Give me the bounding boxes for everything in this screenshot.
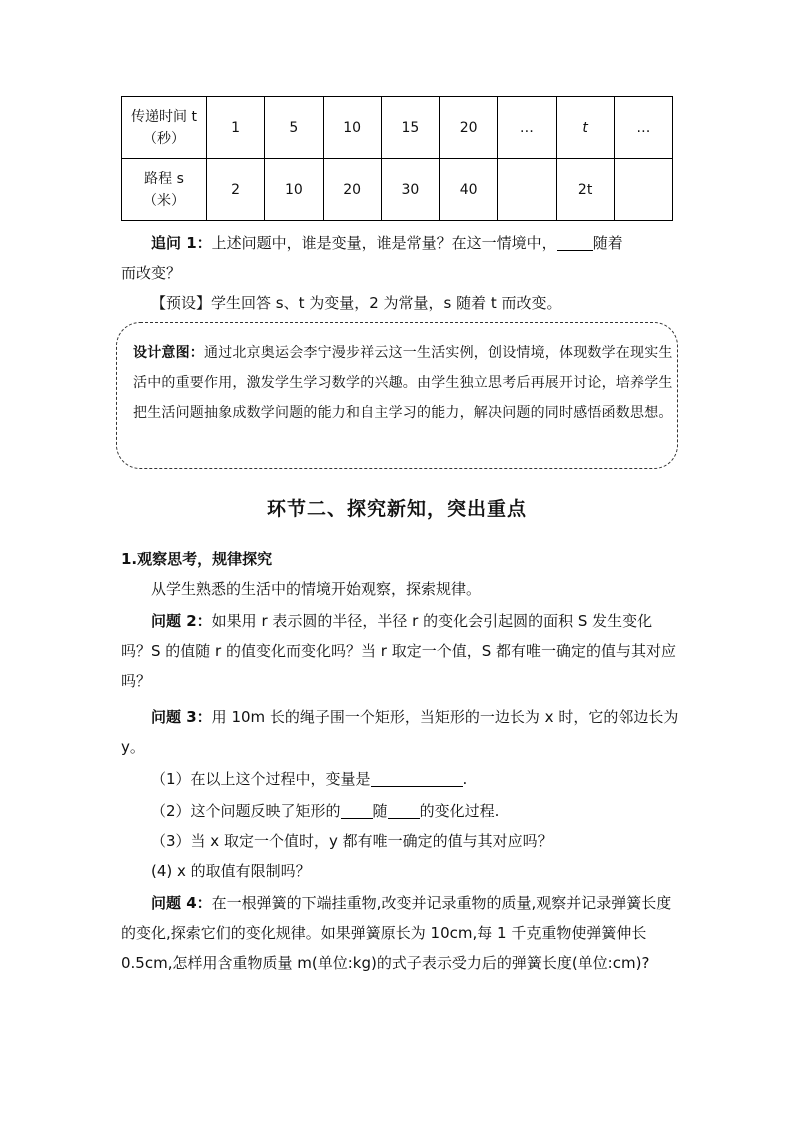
follow-up-question [121, 228, 681, 288]
subsection-heading: 1.观察思考，规律探究 [121, 550, 273, 568]
table-cell: 20 [440, 97, 498, 159]
table-cell: 2t [556, 159, 614, 221]
fill-blank [371, 768, 463, 787]
question-4-text: 在一根弹簧的下端挂重物,改变并记录重物的质量,观察并记录弹簧长度的变化,探索它们的变化规律。如果弹簧原长为 10cm,每 1 千克重物使弹簧伸长 0.5cm,怎样用含重物质量 m(单位:kg)的式子表示受力后的弹簧长度(单位:cm)? [121, 894, 672, 972]
fill-blank [341, 800, 373, 819]
section-title: 环节二、探究新知，突出重点 [266, 498, 527, 520]
header-line: 路程 s [144, 170, 184, 187]
intro-paragraph: 从学生熟悉的生活中的情境开始观察，探索规律。 [151, 580, 482, 598]
table-row-header [122, 159, 207, 221]
preset-answer: 【预设】学生回答 s、t 为变量，2 为常量，s 随着 t 而改变。 [151, 294, 562, 312]
follow-up-line2: 而改变？ [121, 264, 182, 282]
question-2-label: 问题 2： [151, 612, 212, 630]
question-3 [121, 702, 681, 762]
question-4 [121, 888, 681, 978]
header-unit: （秒） [143, 130, 185, 147]
fill-blank [388, 800, 420, 819]
data-table [121, 96, 673, 221]
part-2-text-a: （2）这个问题反映了矩形的 [151, 802, 341, 820]
table-cell: 10 [323, 97, 381, 159]
table-cell: 40 [440, 159, 498, 221]
table-cell: 20 [323, 159, 381, 221]
follow-up-text-after: 随着 [592, 234, 623, 252]
part-2-text-b: 随 [372, 802, 388, 820]
table-cell: 2 [207, 159, 265, 221]
question-3-part-3: （3）当 x 取定一个值时，y 都有唯一确定的值与其对应吗？ [151, 832, 553, 850]
table-cell: … [498, 97, 556, 159]
question-3-label: 问题 3： [151, 708, 212, 726]
question-3-part-4: (4) x 的取值有限制吗？ [151, 862, 311, 880]
table-cell: … [614, 97, 672, 159]
fill-blank [557, 232, 593, 251]
part-2-text-c: 的变化过程. [419, 802, 500, 820]
table-cell [614, 159, 672, 221]
question-4-label: 问题 4： [151, 894, 212, 912]
design-intent-body: 通过北京奥运会李宁漫步祥云这一生活实例，创设情境，体现数学在现实生活中的重要作用，激发学生学习数学的兴趣。由学生独立思考后再展开讨论，培养学生把生活问题抽象成数学问题的能力和自主学习的能力，解决问题的同时感悟函数思想。 [133, 345, 673, 421]
header-line: 传递时间 t [131, 108, 197, 125]
table-row-header [122, 97, 207, 159]
table-cell: t [556, 97, 614, 159]
design-intent-text [133, 338, 673, 428]
question-2 [121, 606, 681, 696]
follow-up-label: 追问 1： [151, 234, 212, 252]
question-3-part-1 [121, 764, 681, 794]
part-1-end: . [462, 770, 468, 788]
part-1-text: （1）在以上这个过程中，变量是 [151, 770, 371, 788]
design-intent-label: 设计意图： [133, 345, 204, 361]
table-cell: 30 [381, 159, 439, 221]
table-cell: 5 [265, 97, 323, 159]
table-cell: 10 [265, 159, 323, 221]
table-row [122, 159, 673, 221]
table-row [122, 97, 673, 159]
table-cell: 1 [207, 97, 265, 159]
question-2-text: 如果用 r 表示圆的半径，半径 r 的变化会引起圆的面积 S 发生变化吗？S 的值随 r 的值变化而变化吗？当 r 取定一个值，S 都有唯一确定的值与其对应吗？ [121, 612, 676, 690]
follow-up-text: 上述问题中，谁是变量，谁是常量？在这一情境中， [211, 234, 557, 252]
header-unit: （米） [143, 192, 185, 209]
table-cell [498, 159, 556, 221]
question-3-text: 用 10m 长的绳子围一个矩形，当矩形的一边长为 x 时，它的邻边长为 y。 [121, 708, 679, 756]
question-3-part-2 [121, 796, 681, 826]
table-cell: 15 [381, 97, 439, 159]
